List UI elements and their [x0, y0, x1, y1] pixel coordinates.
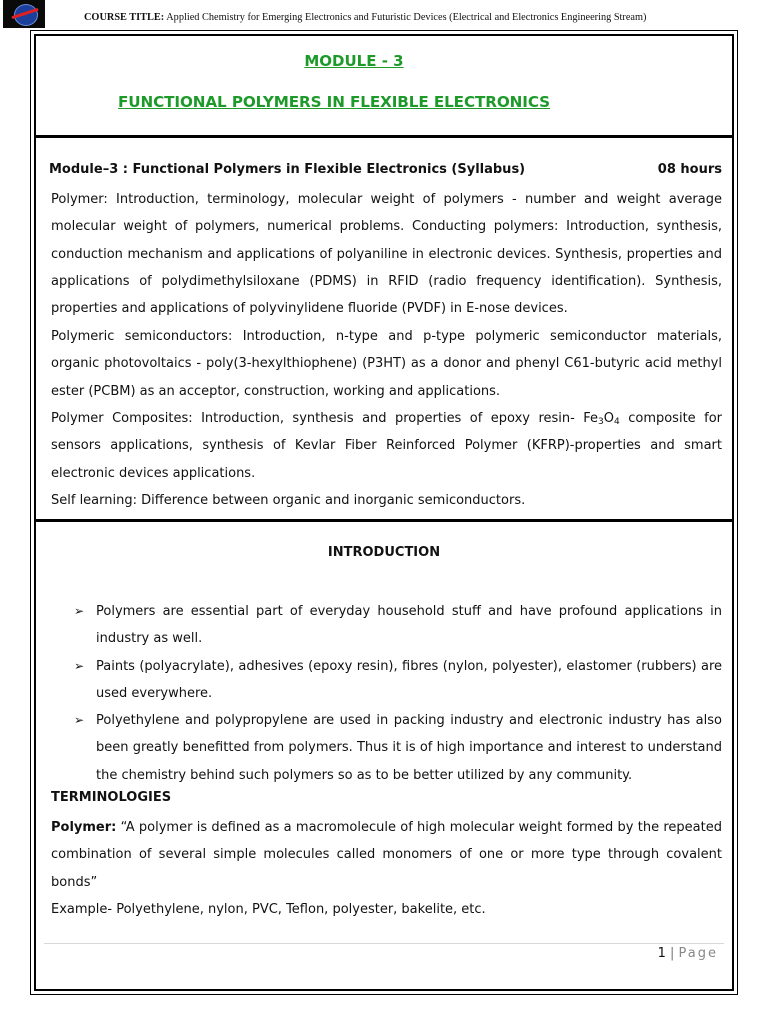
course-title-label: COURSE TITLE: — [84, 12, 165, 23]
section-divider — [34, 519, 734, 522]
syllabus-paragraph-polymer: Polymer: Introduction, terminology, molecular weight of polymers - number and weight average molecular weight of polymers, numerical problems. Conducting polymers: Introduction, synthesis, conduction mechanism and applications of polyaniline in electronic devices. Synthesis, properties and applications of polydimethylsiloxane (PDMS) in RFID (radio frequency identification). Synthesis, properties and applications of polyvinylidene fluoride (PVDF) in E-nose devices. — [51, 192, 722, 317]
syllabus-paragraph-composites — [51, 405, 722, 487]
polymer-definition-text: “A polymer is defined as a macromolecule of high molecular weight formed by the repeated combination of several simple molecules called monomers of one or more type through covalent bonds” — [51, 820, 722, 890]
bullet-text: Polymers are essential part of everyday household stuff and have profound applications in industry as well. — [96, 604, 722, 647]
syllabus-paragraph-self-learning: Self learning: Difference between organic and inorganic semiconductors. — [51, 493, 526, 508]
arrow-bullet-icon: ➢ — [74, 604, 85, 618]
syllabus-paragraph-semiconductors: Polymeric semiconductors: Introduction, n-type and p-type polymeric semiconductor materials, organic photovoltaics - poly(3-hexylthiophene) (P3HT) as a donor and phenyl C61-butyric acid methyl ester (PCBM) as an acceptor, construction, working and applications. — [51, 329, 722, 399]
syllabus-hours: 08 hours — [657, 162, 722, 177]
page-number-value: 1 — [657, 946, 666, 961]
course-title-text: Applied Chemistry for Emerging Electronics and Futuristic Devices (Electrical and Electronics Engineering Stream) — [166, 12, 647, 23]
list-item — [74, 653, 722, 708]
module-title: MODULE - 3 — [304, 52, 404, 70]
page-number-separator: | — [669, 946, 675, 961]
introduction-heading: INTRODUCTION — [327, 545, 441, 560]
polymer-label: Polymer: — [51, 820, 117, 835]
polymer-examples: Example- Polyethylene, nylon, PVC, Teflon, polyester, bakelite, etc. — [51, 901, 486, 917]
introduction-bullet-list — [74, 598, 722, 789]
page-label: Page — [678, 946, 718, 961]
terminologies-heading: TERMINOLOGIES — [51, 790, 172, 805]
bullet-text: Polyethylene and polypropylene are used in packing industry and electronic industry has also been greatly benefitted from polymers. Thus it is of high importance and interest to understand the chemistry behind such polymers so as to be better utilized by any community. — [96, 713, 722, 783]
course-title-header — [84, 12, 646, 23]
section-divider — [34, 135, 734, 138]
polymer-definition — [51, 814, 722, 923]
composites-text-end: composite for sensors applications, synthesis of Kevlar Fiber Reinforced Polymer (KFRP)-properties and smart electronic devices applications. — [51, 411, 722, 481]
institution-logo — [3, 0, 45, 28]
syllabus-heading — [49, 162, 722, 177]
syllabus-heading-text: Module–3 : Functional Polymers in Flexible Electronics (Syllabus) — [49, 162, 526, 177]
composites-text-start: Polymer Composites: Introduction, synthesis and properties of epoxy resin- Fe — [51, 411, 599, 426]
subscript-4: 4 — [614, 417, 620, 427]
arrow-bullet-icon: ➢ — [74, 713, 85, 728]
bullet-text: Paints (polyacrylate), adhesives (epoxy resin), fibres (nylon, polyester), elastomer (rubbers) are used everywhere. — [96, 658, 722, 701]
arrow-bullet-icon: ➢ — [74, 658, 85, 673]
list-item — [74, 598, 722, 653]
subscript-3: 3 — [598, 417, 604, 427]
footer-rule — [44, 943, 724, 944]
module-subtitle: FUNCTIONAL POLYMERS IN FLEXIBLE ELECTRONICS — [118, 93, 550, 111]
list-item — [74, 707, 722, 789]
composites-text-o: O — [603, 411, 615, 426]
page-number — [658, 946, 718, 961]
